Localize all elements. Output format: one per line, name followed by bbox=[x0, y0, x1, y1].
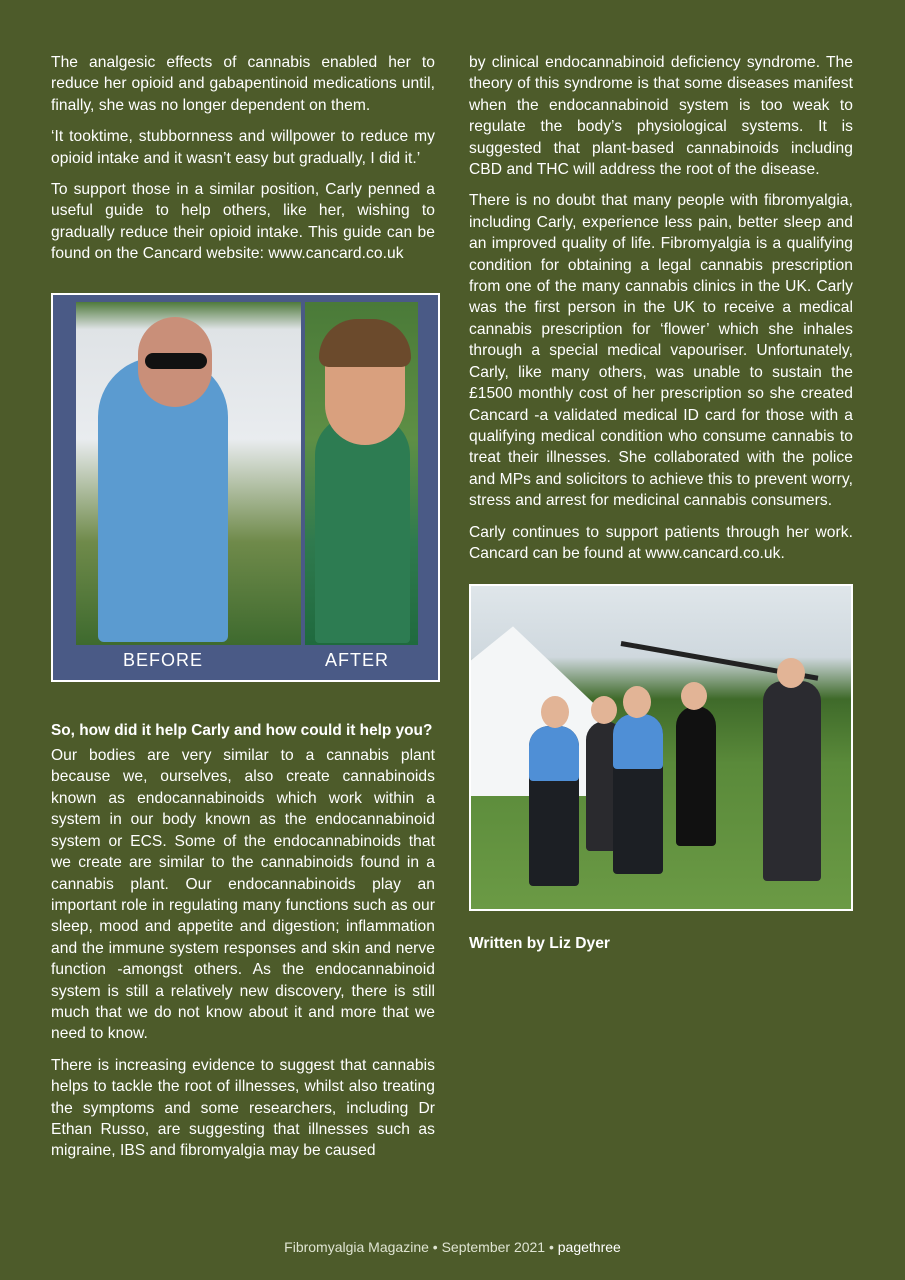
cameraman-head bbox=[681, 682, 707, 710]
after-person-figure bbox=[315, 415, 410, 643]
byline: Written by Liz Dyer bbox=[469, 935, 610, 953]
right-paragraph-2: There is no doubt that many people with fibromyalgia, including Carly, experience less pain, better sleep and an improved quality of life. Fibromyalgia is a qualifying condition for obtaining a legal cannabis prescription from one of the many cannabis clinics in the UK. Carly was the first person in the UK to receive a medical cannabis prescription for ‘flower’ which she inhales through a special medical vapouriser. Unfortunately, Carly, like many others, was unable to sustain the £1500 monthly cost of her prescription so she created Cancard -a validated medical ID card for those with a qualifying medical condition who consume cannabis to treat their illnesses. She collaborated with the police and MPs and solicitors to achieve this to prevent worry, stress and arrest for medicinal cannabis consumers. bbox=[469, 192, 853, 510]
officer-vest bbox=[529, 726, 579, 781]
right-column bbox=[469, 52, 853, 953]
police-interview-photo bbox=[469, 584, 853, 911]
right-paragraph-1: by clinical endocannabinoid deficiency syndrome. The theory of this syndrome is that some diseases manifest when the endocannabinoid system is too weak to regulate the body’s physiological systems. It is suggested that plant-based cannabinoids including CBD and THC will address the root of the disease. bbox=[469, 54, 853, 179]
section-heading: So, how did it help Carly and how could it help you? bbox=[51, 721, 433, 739]
right-paragraph-3: Carly continues to support patients through her work. Cancard can be found at www.cancard.co.uk. bbox=[469, 523, 853, 562]
footer-text: Fibromyalgia Magazine • September 2021 • bbox=[284, 1239, 554, 1255]
body-paragraph-2: There is increasing evidence to suggest that cannabis helps to tackle the root of illnesses, whilst also treating the symptoms and some researchers, including Dr Ethan Russo, are suggesting that illnesses such as migraine, IBS and fibromyalgia may be caused bbox=[51, 1056, 435, 1160]
footer-page: pagethree bbox=[557, 1239, 621, 1255]
officer-2-vest bbox=[613, 714, 663, 769]
sunglasses-shape bbox=[145, 353, 207, 369]
body-paragraph-1: Our bodies are very similar to a cannabis plant because we, ourselves, also create cannabinoids known as endocannabinoids which work within a system in our body known as the endocannabinoid system or ECS. Some of the endocannabinoids that we create are similar to the cannabinoids found in a cannabis plant. Our endocannabinoids play an important role in regulating many functions such as our sleep, mood and appetite and digestion; inflammation and the immune system responses and skin and nerve function -amongst others. As the endocannabinoid system is still a relatively new discovery, there is still much that we do not know about it and more that we need to know. bbox=[51, 747, 435, 1043]
intro-paragraph-1: The analgesic effects of cannabis enabled her to reduce her opioid and gabapentinoid medications until, finally, she was no longer dependent on them. bbox=[51, 54, 435, 114]
before-label: BEFORE bbox=[123, 649, 204, 670]
intro-quote: ‘It tooktime, stubbornness and willpower to reduce my opioid intake and it wasn’t easy but gradually, I did it.’ bbox=[51, 128, 435, 167]
after-label: AFTER bbox=[325, 649, 390, 670]
cameraman-figure bbox=[676, 706, 716, 846]
sound-operator-figure bbox=[763, 681, 821, 881]
intro-paragraph-3: To support those in a similar position, Carly penned a useful guide to help others, like her, wishing to gradually reduce their opioid intake. This guide can be found on the Cancard website: www.cancard.co.uk bbox=[51, 181, 435, 263]
page-footer bbox=[0, 1239, 905, 1255]
before-after-photo bbox=[51, 293, 440, 682]
woman-head bbox=[591, 696, 617, 724]
left-column bbox=[51, 52, 435, 1172]
